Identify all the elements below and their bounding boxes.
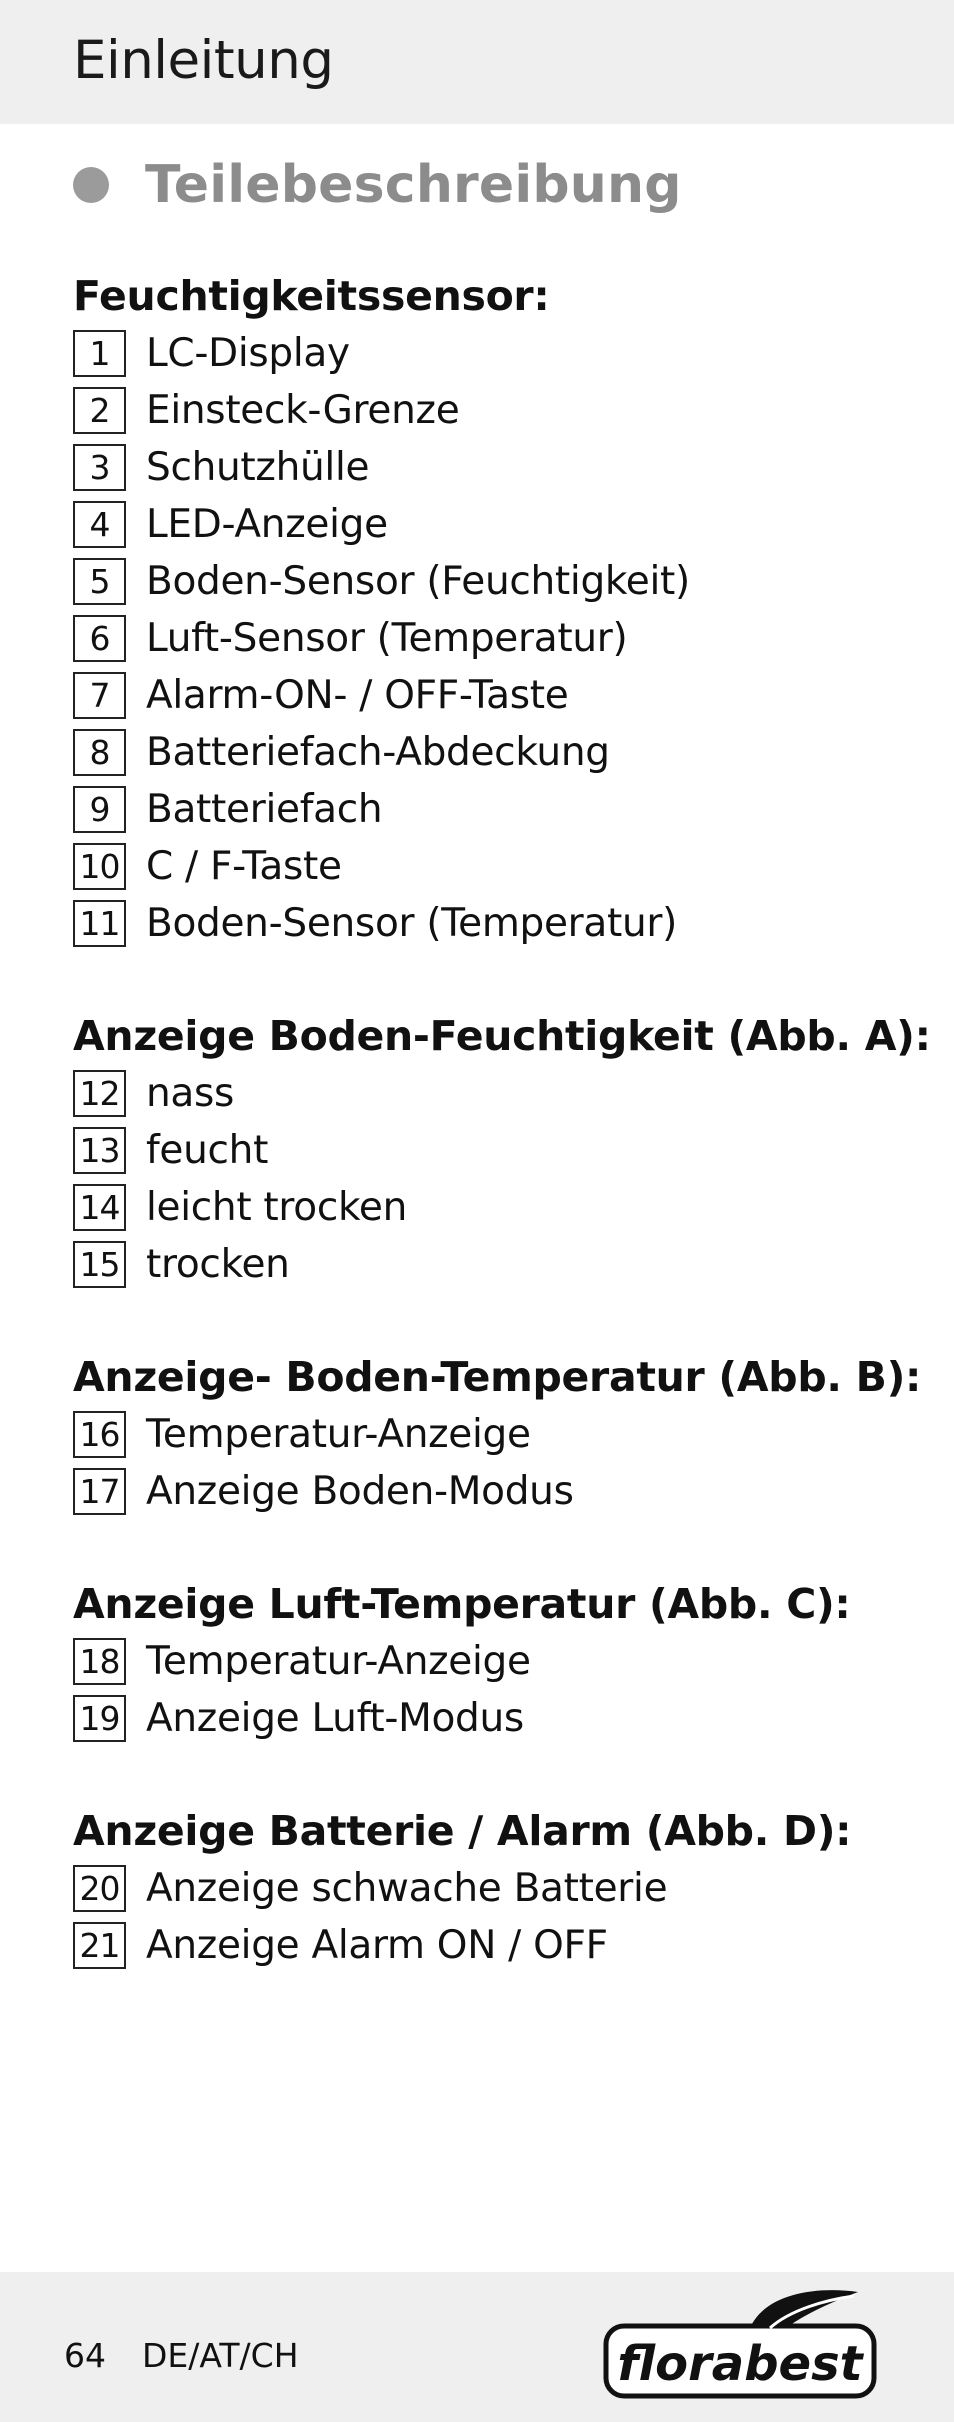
parts-description: [73, 268, 933, 2030]
item-number-box: 15: [73, 1241, 126, 1288]
bullet-icon: [73, 167, 109, 203]
item-label: Boden-Sensor (Temperatur): [146, 901, 678, 946]
item-number-box: 11: [73, 900, 126, 947]
group-boden-temperatur: [73, 1349, 933, 1520]
list-item: [73, 1236, 933, 1293]
item-number-box: 13: [73, 1127, 126, 1174]
list-item: [73, 667, 933, 724]
item-number-box: 20: [73, 1865, 126, 1912]
list-item: [73, 895, 933, 952]
item-label: Temperatur-Anzeige: [146, 1412, 531, 1457]
item-label: Anzeige Boden-Modus: [146, 1469, 574, 1514]
item-label: C / F-Taste: [146, 844, 342, 889]
item-number-box: 6: [73, 615, 126, 662]
section-title: Teilebeschreibung: [145, 155, 682, 215]
list-item: [73, 1179, 933, 1236]
item-number-box: 16: [73, 1411, 126, 1458]
item-number-box: 8: [73, 729, 126, 776]
section-heading: [73, 150, 682, 220]
list-item: [73, 382, 933, 439]
group-batterie-alarm: [73, 1803, 933, 1974]
item-label: LC-Display: [146, 331, 350, 376]
item-label: trocken: [146, 1242, 290, 1287]
item-number-box: 2: [73, 387, 126, 434]
list-item: [73, 1690, 933, 1747]
item-label: Temperatur-Anzeige: [146, 1639, 531, 1684]
list-item: [73, 1633, 933, 1690]
item-label: LED-Anzeige: [146, 502, 388, 547]
item-number-box: 3: [73, 444, 126, 491]
list-item: [73, 1917, 933, 1974]
item-label: Anzeige Alarm ON / OFF: [146, 1923, 608, 1968]
list-item: [73, 1406, 933, 1463]
group-title: Anzeige Batterie / Alarm (Abb. D):: [73, 1807, 852, 1855]
item-number-box: 17: [73, 1468, 126, 1515]
list-item: [73, 325, 933, 382]
list-item: [73, 1463, 933, 1520]
item-number-box: 4: [73, 501, 126, 548]
list-item: [73, 553, 933, 610]
item-label: nass: [146, 1071, 235, 1116]
item-label: Batteriefach: [146, 787, 383, 832]
page-number: 64: [64, 2336, 106, 2375]
item-number-box: 19: [73, 1695, 126, 1742]
item-label: Boden-Sensor (Feuchtigkeit): [146, 559, 690, 604]
group-title: Anzeige- Boden-Temperatur (Abb. B):: [73, 1353, 922, 1401]
region-label: DE/AT/CH: [142, 2336, 299, 2375]
item-number-box: 1: [73, 330, 126, 377]
list-item: [73, 1860, 933, 1917]
item-label: Anzeige Luft-Modus: [146, 1696, 524, 1741]
item-label: Einsteck-Grenze: [146, 388, 460, 433]
list-item: [73, 496, 933, 553]
item-label: Anzeige schwache Batterie: [146, 1866, 668, 1911]
page-footer: [0, 2272, 954, 2422]
list-item: [73, 724, 933, 781]
group-title: Anzeige Boden-Feuchtigkeit (Abb. A):: [73, 1012, 931, 1060]
florabest-logo: [600, 2284, 880, 2402]
item-label: feucht: [146, 1128, 269, 1173]
list-item: [73, 610, 933, 667]
item-label: Batteriefach-Abdeckung: [146, 730, 610, 775]
list-item: [73, 1065, 933, 1122]
item-number-box: 18: [73, 1638, 126, 1685]
svg-text:florabest: florabest: [617, 2336, 863, 2392]
item-number-box: 7: [73, 672, 126, 719]
item-label: Luft-Sensor (Temperatur): [146, 616, 628, 661]
list-item: [73, 439, 933, 496]
header-title: Einleitung: [73, 30, 334, 91]
group-boden-feuchtigkeit: [73, 1008, 933, 1293]
group-luft-temperatur: [73, 1576, 933, 1747]
item-number-box: 9: [73, 786, 126, 833]
item-label: Alarm-ON- / OFF-Taste: [146, 673, 569, 718]
group-title: Feuchtigkeitssensor:: [73, 272, 550, 320]
page-header: [0, 0, 954, 124]
list-item: [73, 838, 933, 895]
group-title: Anzeige Luft-Temperatur (Abb. C):: [73, 1580, 851, 1628]
item-label: leicht trocken: [146, 1185, 407, 1230]
item-number-box: 5: [73, 558, 126, 605]
item-number-box: 14: [73, 1184, 126, 1231]
item-label: Schutzhülle: [146, 445, 370, 490]
item-number-box: 10: [73, 843, 126, 890]
list-item: [73, 1122, 933, 1179]
list-item: [73, 781, 933, 838]
item-number-box: 21: [73, 1922, 126, 1969]
group-feuchtigkeitssensor: [73, 268, 933, 952]
item-number-box: 12: [73, 1070, 126, 1117]
